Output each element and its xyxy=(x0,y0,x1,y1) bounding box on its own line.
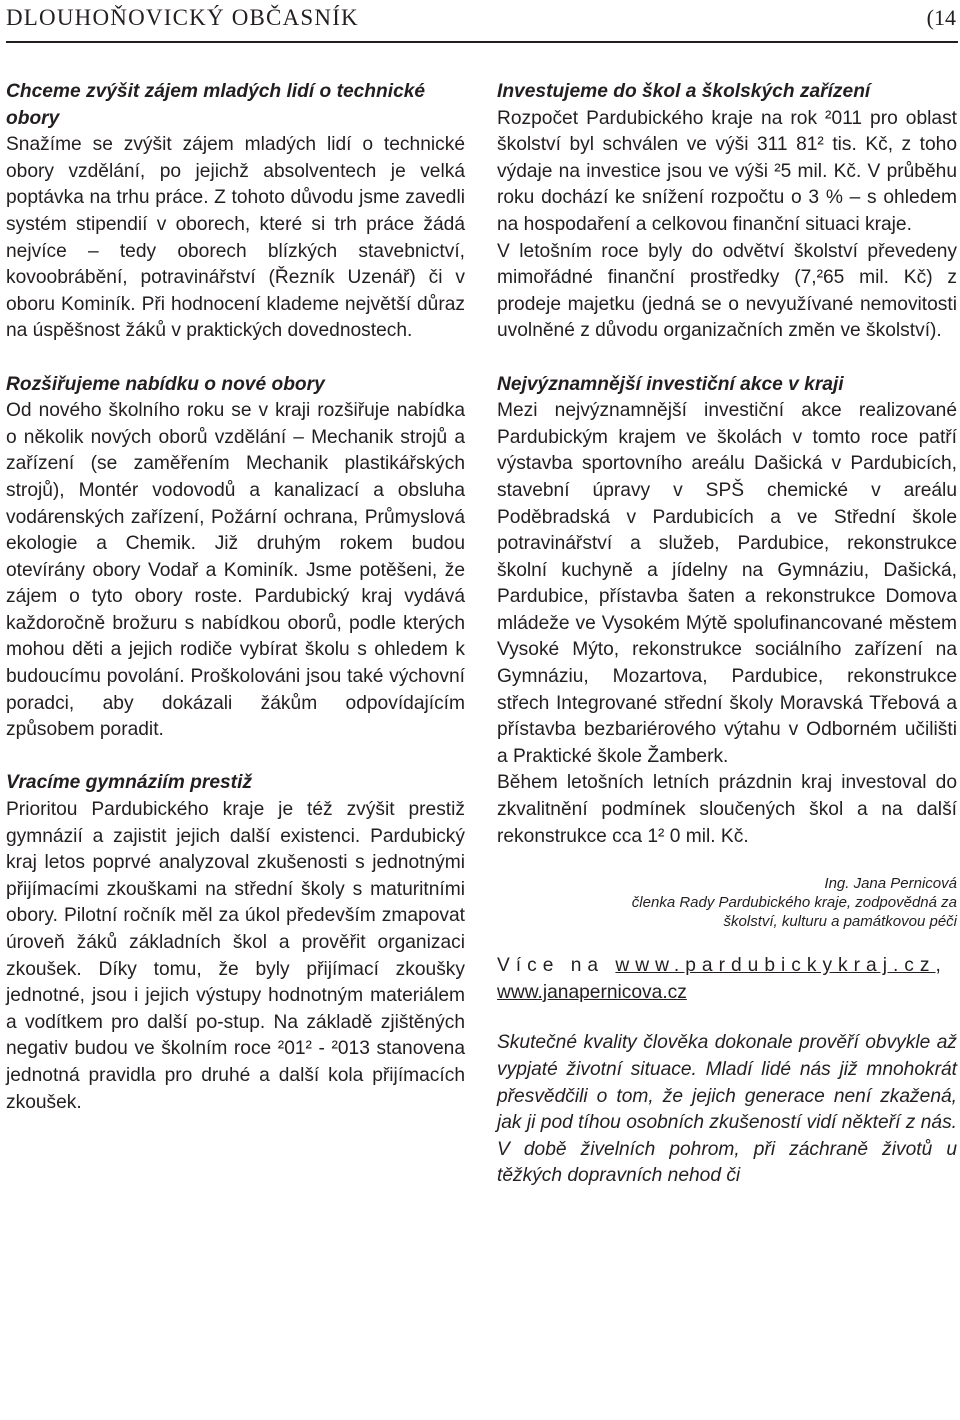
article-section xyxy=(497,372,957,851)
section-paragraph: Snažíme se zvýšit zájem mladých lidí o technické obory vzdělání, po jejichž absolventech je velká poptávka na trhu práce. Z tohoto důvodu jsme zavedli systém stipendií v oborech, které si trh práce žádá nejvíce – tedy oborech blízkých stavebnictví, kovoobrábění, potravinářství (Řezník Uzenář) či v oboru Kominík. Při hodnocení klademe největší důraz na úspěšnost žáků v praktických dovednostech. xyxy=(6,134,465,342)
section-paragraph: Od nového školního roku se v kraji rozšiřuje nabídka o několik nových oborů vzdělání – Mechanik strojů a zařízení (se zaměřením Mechanik plastikářských strojů), Montér vodovodů a kanalizací a obsluha vodárenských zařízení, Požární ochrana, Průmyslová ekologie a Chemik. Již druhým rokem budou otevírány obory Vodař a Kominík. Jsme potěšeni, že zájem o tyto obory roste. Pardubický kraj vydává každoročně brožuru s nabídkou oborů, podle kterých mohou děti a jejich rodiče vybírat školu s ohledem k budoucímu povolání. Proškolováni jsou také výchovní poradci, aby dokázali žákům odpovídajícím způsobem poradit. xyxy=(6,400,465,741)
newsletter-title: DLOUHOŇOVICKÝ OBČASNÍK xyxy=(6,5,359,30)
section-paragraph: Během letošních letních prázdnin kraj investoval do zkvalitnění podmínek sloučených škol a na další rekonstrukce cca 1² 0 mil. Kč. xyxy=(497,772,957,847)
masthead xyxy=(0,0,960,46)
section-heading: Chceme zvýšit zájem mladých lidí o technické obory xyxy=(6,81,426,129)
closing-quote: Skutečné kvality člověka dokonale prověří obvykle až vypjaté životní situace. Mladí lidé nás již mnohokrát přesvědčili o tom, že jejich generace není zkažená, jak ji pod tíhou osobních zkušeností vidí někteří z nás. V době živelních pohrom, při záchraně životů u těžkých dopravních nehod či xyxy=(497,1032,957,1187)
pardubickykraj-link[interactable]: www.pardubickykraj.cz xyxy=(615,955,936,977)
author-role: školství, kulturu a památkovou péči xyxy=(723,913,957,931)
links-prefix: Více na xyxy=(497,955,605,977)
section-heading: Nejvýznamnější investiční akce v kraji xyxy=(497,373,844,395)
links-separator: , xyxy=(935,955,947,977)
right-column xyxy=(497,79,957,1190)
header-rule xyxy=(6,41,958,43)
janapernicova-link[interactable]: www.janapernicova.cz xyxy=(497,981,687,1003)
page-number: (14 xyxy=(926,5,956,30)
author-name: Ing. Jana Pernicová xyxy=(824,875,957,893)
section-paragraph: Mezi nejvýznamnější investiční akce realizované Pardubickým krajem ve školách v tomto roce patří výstavba sportovního areálu Dašická v Pardubicích, stavební úpravy v SPŠ chemické v areálu Poděbradská v Pardubicích a ve Střední škole potravinářství a služeb, Pardubice, rekonstrukce školní kuchyně a jídelny na Gymnáziu, Dašická, Pardubice, přístavba šaten a rekonstrukce Domova mládeže ve Vysokém Mýtě spolufinancované městem Vysoké Mýto, rekonstrukce sociálního zařízení na Gymnáziu, Mozartova, Pardubice, rekonstrukce střech Integrované střední školy Moravská Třebová a přístavba bezbariérového výtahu v Odborném učilišti a Praktické škole Žamberk. xyxy=(497,400,957,767)
article-section xyxy=(6,79,465,345)
section-paragraph: Rozpočet Pardubického kraje na rok ²011 pro oblast školství byl schválen ve výši 311 81² tis. Kč, z toho výdaje na investice jsou ve výši ²5 mil. Kč. V průběhu roku dochází ke snížení rozpočtu o 3 % – s ohledem na hospodaření a celkovou finanční situaci kraje. xyxy=(497,107,957,235)
section-heading: Investujeme do škol a školských zařízení xyxy=(497,81,871,102)
author-role: členka Rady Pardubického kraje, zodpovědná za xyxy=(631,894,957,912)
article-section xyxy=(6,372,465,744)
left-column xyxy=(6,79,465,1143)
section-paragraph: Prioritou Pardubického kraje je též zvýšit prestiž gymnázií a zajistit jejich další existenci. Pardubický kraj letos poprvé analyzoval zkušenosti s jednotnými přijímacími zkouškami na střední školy s maturitními obory. Pilotní ročník měl za úkol především zmapovat úroveň žáků základních škol a prověřit organizaci zkoušek. Díky tomu, že byly přijímací zkoušky jednotné, jsou i jejich výstupy hodnotným materiálem a vodítkem pro další po-stup. Na základě zjištěných negativ budou ve školním roce ²01² - ²013 stanovena jednotná pravidla pro druhé a další kola přijímacích zkoušek. xyxy=(6,799,465,1113)
section-heading: Vracíme gymnáziím prestiž xyxy=(6,772,252,794)
more-info-links xyxy=(497,953,957,1006)
article-section xyxy=(6,770,465,1116)
article-section xyxy=(497,79,957,345)
section-heading: Rozšiřujeme nabídku o nové obory xyxy=(6,373,325,395)
author-signature xyxy=(497,874,957,931)
section-paragraph: V letošním roce byly do odvětví školství převedeny mimořádné finanční prostředky (7,²65 mil. Kč) z prodeje majetku (jedná se o nevyužívané nemovitosti uvolněné z důvodu organizačních změn ve školství). xyxy=(497,240,957,342)
